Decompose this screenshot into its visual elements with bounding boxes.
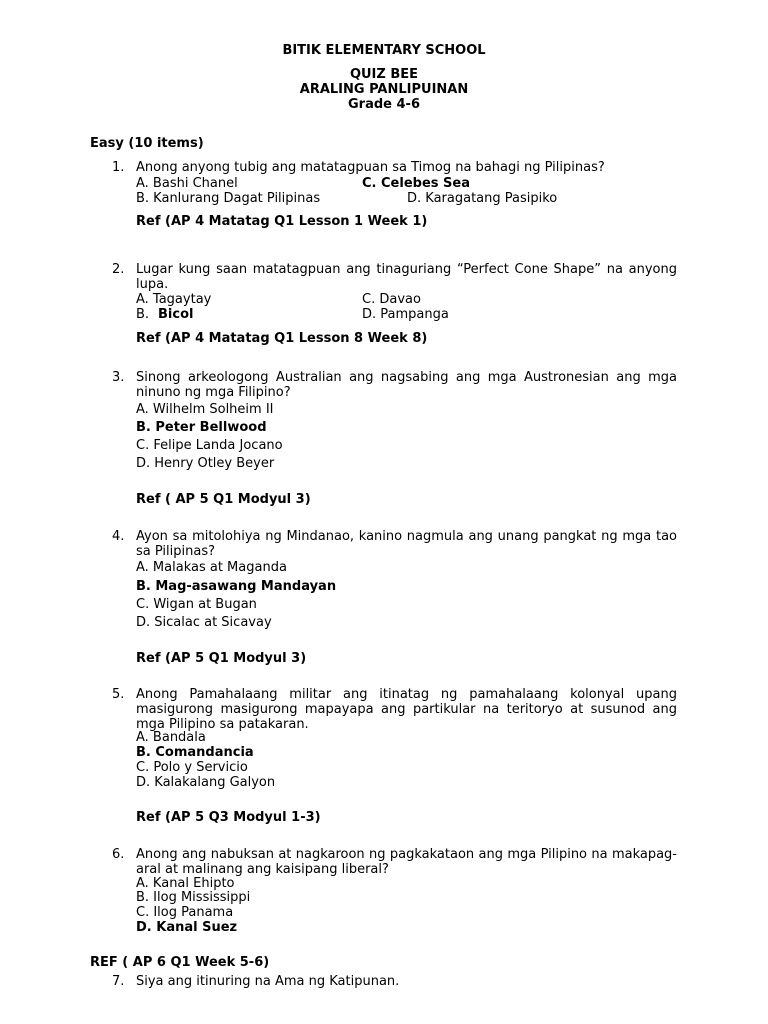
question-number: 7. xyxy=(112,974,125,989)
question-text: Siya ang itinuring na Ama ng Katipunan. xyxy=(136,974,400,989)
event-title: QUIZ BEE xyxy=(349,67,419,82)
question-number: 2. xyxy=(112,262,125,277)
choice-b-answer: Bicol xyxy=(158,307,194,322)
question-number: 4. xyxy=(112,529,125,544)
reference: Ref (AP 4 Matatag Q1 Lesson 8 Week 8) xyxy=(136,331,428,346)
choice-b: B. Ilog Mississippi xyxy=(136,890,251,905)
question-text: Anong Pamahalaang militar ang itinatag ng pamahalaang kolonyal upang masigurong masigurong mapayapa ang partikular na teritoryo at susunod ang mga Pilipino sa patakaran. xyxy=(136,687,677,732)
subject-title: ARALING PANLIPUINAN xyxy=(299,82,469,97)
question-number: 3. xyxy=(112,370,125,385)
reference: Ref (AP 5 Q1 Modyul 3) xyxy=(136,651,307,666)
question-text: Anong ang nabuksan at nagkaroon ng pagkakataon ang mga Pilipino na makapag-aral at malinang ang kaisipang liberal? xyxy=(136,847,677,877)
school-name: BITIK ELEMENTARY SCHOOL xyxy=(282,43,486,58)
reference: Ref (AP 5 Q3 Modyul 1-3) xyxy=(136,810,321,825)
choice-c: C. Wigan at Bugan xyxy=(136,597,257,612)
section-title: Easy (10 items) xyxy=(90,136,204,151)
reference: Ref (AP 4 Matatag Q1 Lesson 1 Week 1) xyxy=(136,214,428,229)
question-number: 5. xyxy=(112,687,125,702)
choice-b: B. Kanlurang Dagat Pilipinas xyxy=(136,191,321,206)
choice-d: D. Karagatang Pasipiko xyxy=(407,191,558,206)
question-text: Anong anyong tubig ang matatagpuan sa Timog na bahagi ng Pilipinas? xyxy=(136,160,605,175)
question-number: 6. xyxy=(112,847,125,862)
choice-b-letter: B. xyxy=(136,307,150,322)
choice-c-answer: C. Celebes Sea xyxy=(362,176,470,191)
question-text: Ayon sa mitolohiya ng Mindanao, kanino nagmula ang unang pangkat ng mga tao sa Pilipinas? xyxy=(136,529,677,559)
question-number: 1. xyxy=(112,160,125,175)
choice-b-answer: B. Peter Bellwood xyxy=(136,420,267,435)
choice-a: A. Bandala xyxy=(136,730,206,745)
choice-a: A. Malakas at Maganda xyxy=(136,560,287,575)
question-text: Lugar kung saan matatagpuan ang tinaguriang “Perfect Cone Shape” na anyong lupa. xyxy=(136,262,677,292)
question-text: Sinong arkeologong Australian ang nagsabing ang mga Austronesian ang mga ninuno ng mga Filipino? xyxy=(136,370,677,400)
choice-d: D. Pampanga xyxy=(362,307,449,322)
reference: REF ( AP 6 Q1 Week 5-6) xyxy=(90,955,270,970)
choice-b-answer: B. Comandancia xyxy=(136,745,254,760)
choice-b-answer: B. Mag-asawang Mandayan xyxy=(136,579,337,594)
choice-c: C. Ilog Panama xyxy=(136,905,234,920)
choice-a: A. Wilhelm Solheim II xyxy=(136,402,274,417)
choice-d: D. Sicalac at Sicavay xyxy=(136,615,272,630)
choice-c: C. Davao xyxy=(362,292,421,307)
grade-level: Grade 4-6 xyxy=(348,97,420,112)
choice-a: A. Tagaytay xyxy=(136,292,212,307)
choice-d: D. Henry Otley Beyer xyxy=(136,456,275,471)
choice-c: C. Felipe Landa Jocano xyxy=(136,438,283,453)
choice-a: A. Bashi Chanel xyxy=(136,176,238,191)
choice-c: C. Polo y Servicio xyxy=(136,760,248,775)
reference: Ref ( AP 5 Q1 Modyul 3) xyxy=(136,492,311,507)
choice-d: D. Kalakalang Galyon xyxy=(136,775,276,790)
choice-d-answer: D. Kanal Suez xyxy=(136,920,238,935)
choice-a: A. Kanal Ehipto xyxy=(136,876,235,891)
